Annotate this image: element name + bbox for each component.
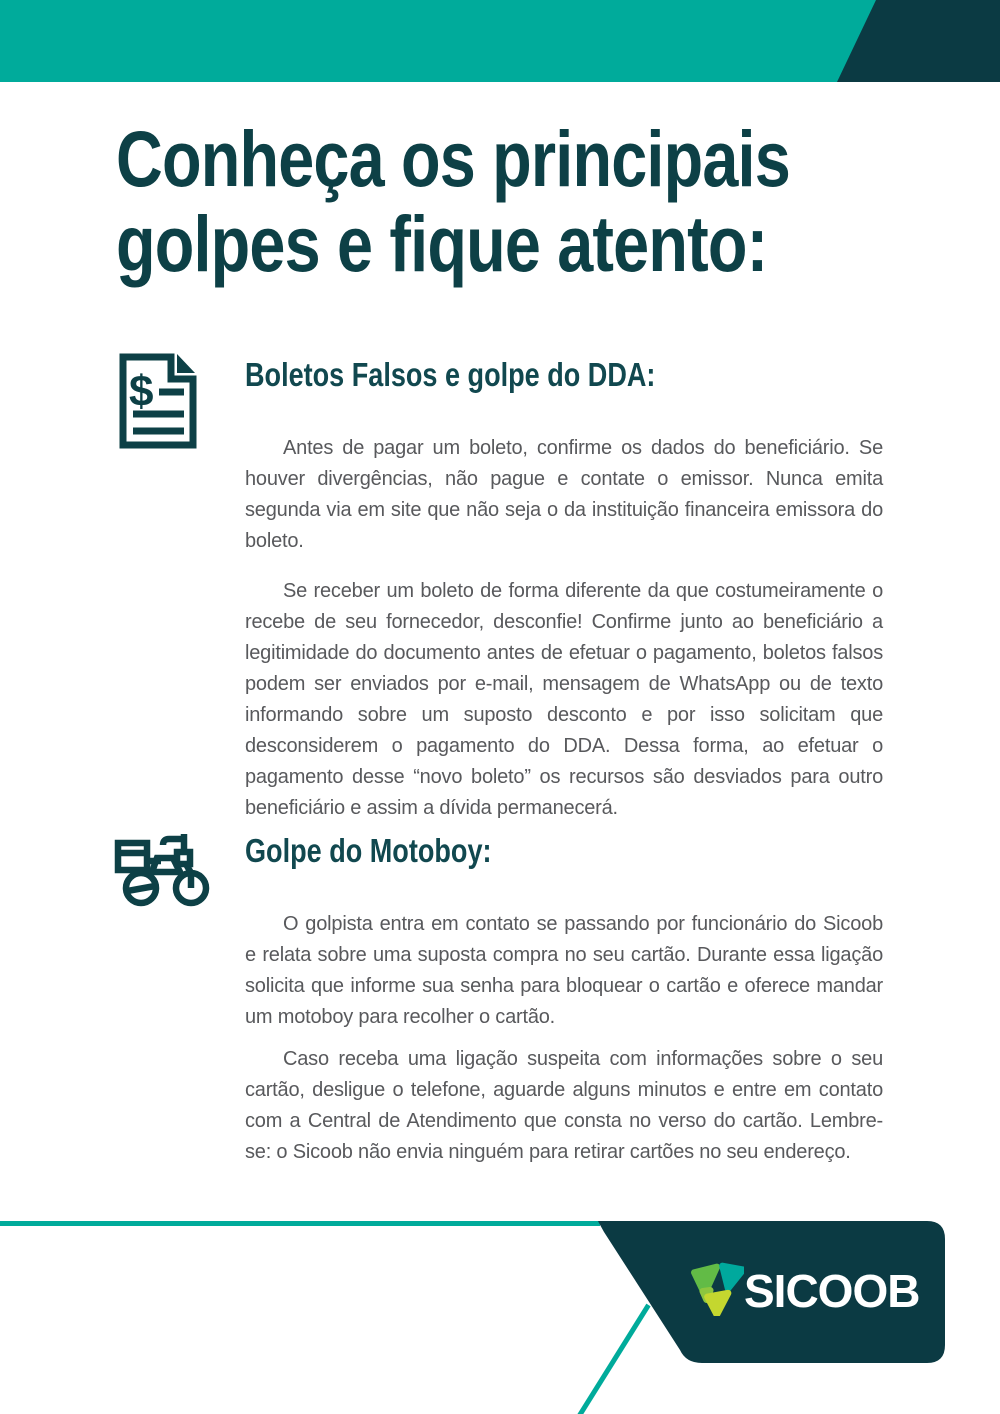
paragraph-boletos-2: Se receber um boleto de forma diferente da que costumeiramente o recebe de seu fornecedor, desconfie! Confirme junto ao beneficiário a legitimidade do documento antes de efetuar o pagamento, boletos falsos podem ser enviados por e-mail, mensagem de WhatsApp ou de texto informando sobre um suposto desconto e por isso solicitam que desconsiderem o pagamento do DDA. Dessa forma, ao efetuar o pagamento desse “novo boleto” os recursos são desviados para outro beneficiário e assim a dívida permanecerá.	[245, 580, 883, 819]
footer-horizontal-line	[0, 1221, 600, 1226]
section-heading-motoboy: Golpe do Motoboy:	[245, 832, 492, 869]
dollar-sign-glyph: $	[129, 367, 154, 416]
sicoob-logo-icon	[684, 1259, 744, 1316]
paragraph-boletos-1: Antes de pagar um boleto, confirme os dados do beneficiário. Se houver divergências, não pague e contate o emissor. Nunca emita segunda via em site que não seja o da instituição financeira emissora do boleto.	[245, 437, 883, 552]
sicoob-brand-wordmark: SICOOB	[744, 1265, 920, 1317]
paragraph-motoboy-1: O golpista entra em contato se passando por funcionário do Sicoob e relata sobre uma suposta compra no seu cartão. Durante essa ligação solicita que informe sua senha para bloquear o cartão e oferece mandar um motoboy para recolher o cartão.	[245, 913, 883, 1028]
top-banner-dark-wedge	[0, 0, 1000, 82]
page-title-line2: golpes e fique atento:	[116, 199, 768, 288]
section-heading-boletos: Boletos Falsos e golpe do DDA:	[245, 356, 656, 393]
paragraph-motoboy-2: Caso receba uma ligação suspeita com informações sobre o seu cartão, desligue o telefone, aguarde alguns minutos e entre em contato com a Central de Atendimento que consta no verso do cartão. Lembre-se: o Sicoob não envia ninguém para retirar cartões no seu endereço.	[245, 1048, 883, 1163]
page-title-line1: Conheça os principais	[116, 114, 790, 203]
top-banner	[0, 0, 1000, 82]
motoboy-motorcycle-icon	[114, 830, 212, 908]
boleto-document-icon	[118, 352, 198, 450]
page-title	[116, 116, 790, 286]
